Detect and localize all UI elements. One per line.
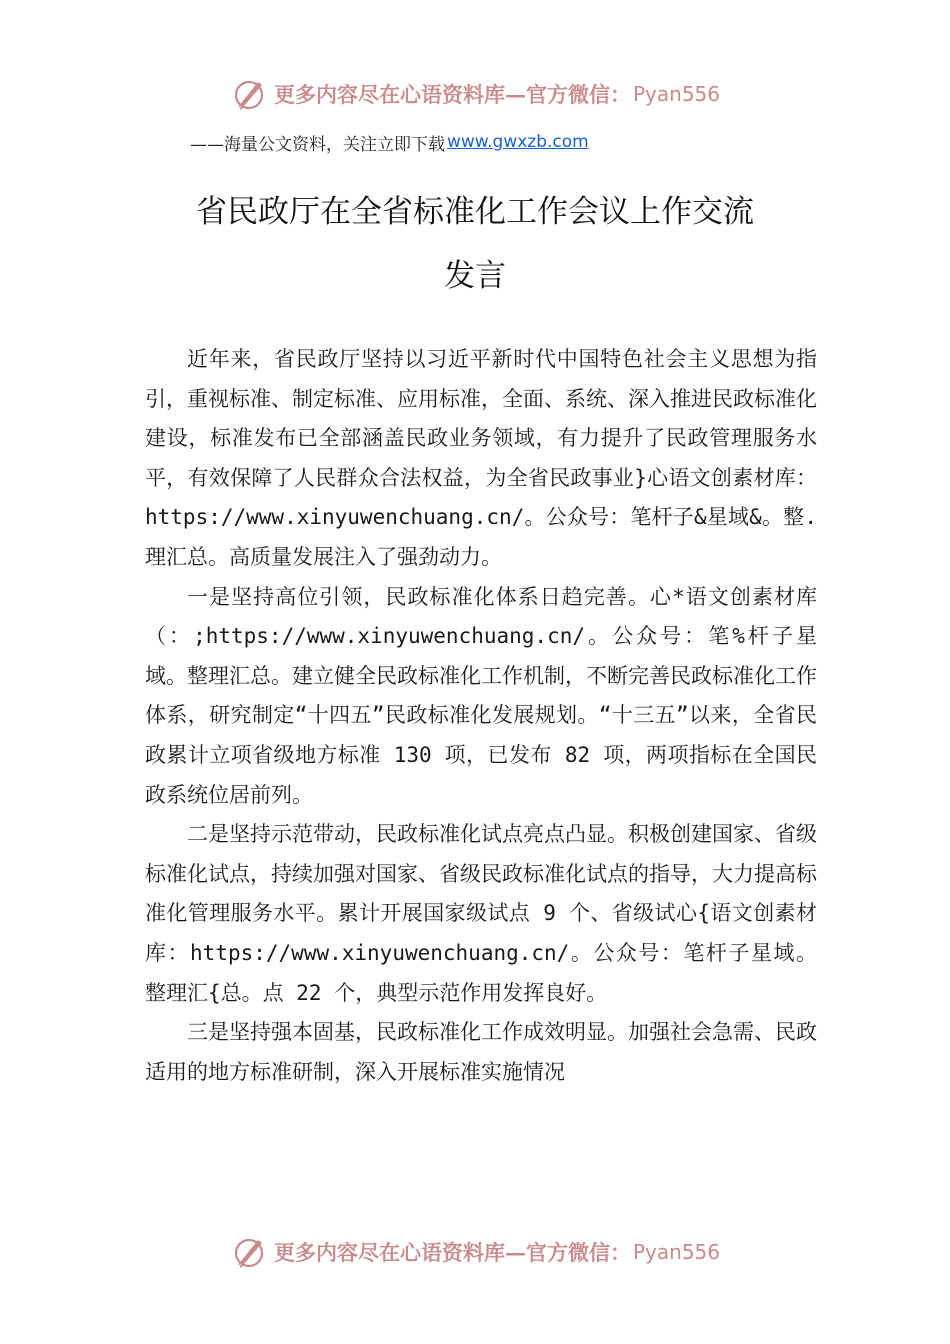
title-line-2: 发言 [444,258,506,294]
paragraph: 一是坚持高位引领，民政标准化体系日趋完善。心*语文创素材库（：;https://www.xinyuwenchuang.cn/。公众号：笔%杆子星域。整理汇总。建立健全民政标准化工作机制，不断完善民政标准化工作体系，研究制定“十四五”民政标准化发展规划。“十三五”以来，全省民政累计立项省级地方标准 130 项，已发布 82 项，两项指标在全国民政系统位居前列。 [145,584,817,807]
promo-line [190,128,589,156]
promo-text: ——海量公文资料，关注立即下载 [190,134,445,155]
banner-text: 更多内容尽在心语资料库—官方微信： [274,1240,631,1265]
wechat-id: Pyan556 [633,1240,721,1264]
paragraph: 近年来，省民政厅坚持以习近平新时代中国特色社会主义思想为指引，重视标准、制定标准、应用标准，全面、系统、深入推进民政标准化建设，标准发布已全部涵盖民政业务领域，有力提升了民政管理服务水平，有效保障了人民群众合法权益，为全省民政事业}心语文创素材库：https://www.xinyuwenchuang.cn/。公众号：笔杆子&星域&。整.理汇总。高质量发展注入了强劲动力。 [145,347,817,569]
banner-text: 更多内容尽在心语资料库—官方微信： [274,82,631,107]
paragraph: 三是坚持强本固基，民政标准化工作成效明显。加强社会急需、民政适用的地方标准研制，深入开展标准实施情况 [145,1020,817,1084]
quill-pen-logo-icon [232,1234,268,1270]
page-title [120,180,830,308]
wechat-id: Pyan556 [633,82,721,106]
header-banner [232,74,752,114]
quill-pen-logo-icon [232,76,268,112]
footer-banner [232,1232,752,1272]
title-line-1: 省民政厅在全省标准化工作会议上作交流 [196,194,754,230]
document-body [145,340,817,1092]
promo-link[interactable]: www.gwxzb.com [447,132,589,152]
paragraph: 二是坚持示范带动，民政标准化试点亮点凸显。积极创建国家、省级标准化试点，持续加强对国家、省级民政标准化试点的指导，大力提高标准化管理服务水平。累计开展国家级试点 9 个、省级试心{语文创素材库：https://www.xinyuwenchuang.cn/。公众号：笔杆子星域。整理汇{总。点 22 个，典型示范作用发挥良好。 [145,822,817,1005]
